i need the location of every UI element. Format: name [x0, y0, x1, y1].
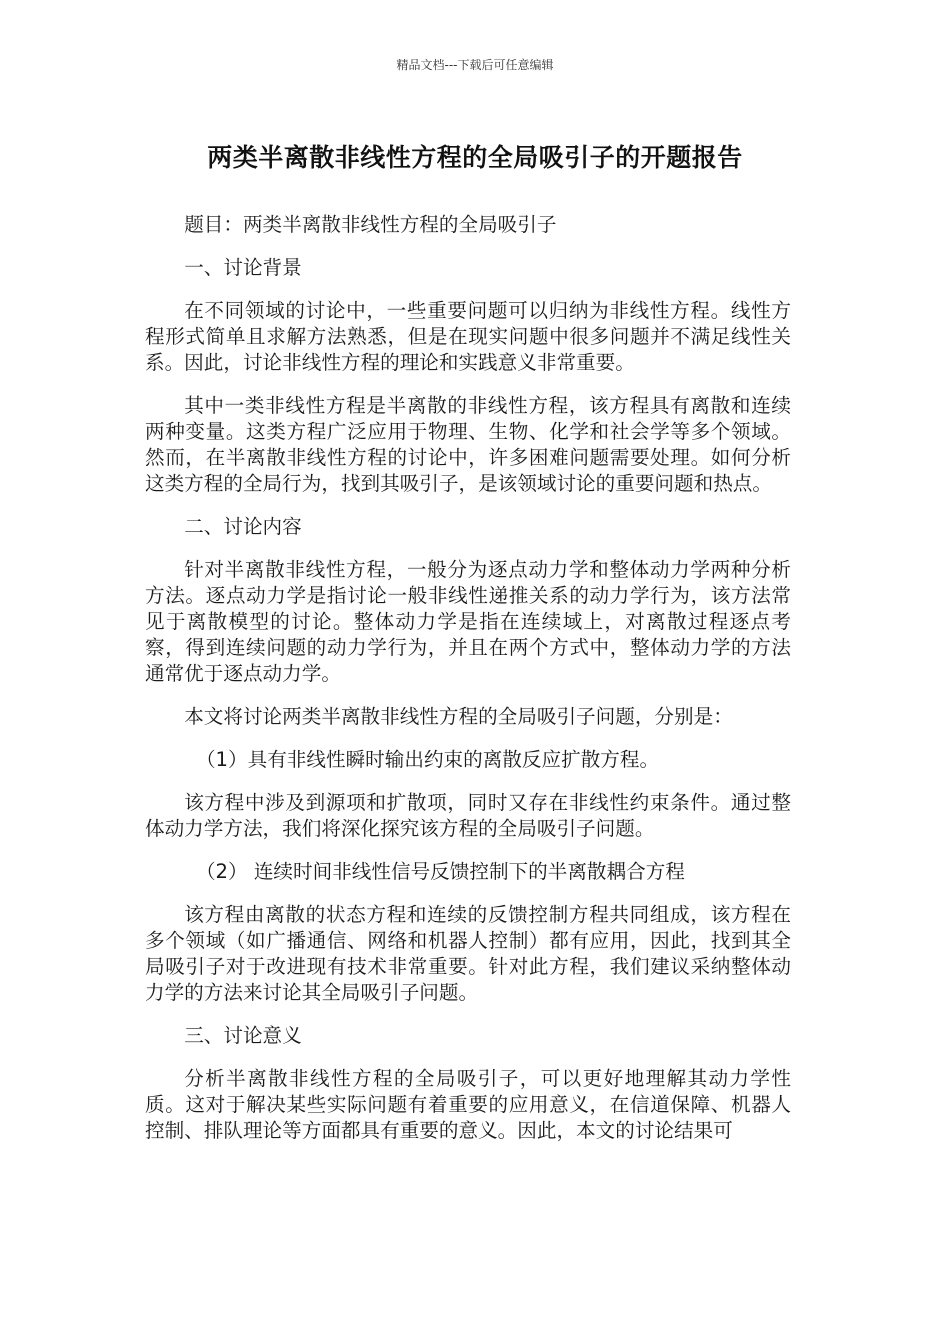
section-heading-content: 二、讨论内容 — [184, 515, 302, 538]
document-title: 两类半离散非线性方程的全局吸引子的开题报告 — [207, 143, 743, 172]
paragraph-3: 针对半离散非线性方程，一般分为逐点动力学和整体动力学两种分析方法。逐点动力学是指讨论一般非线性递推关系的动力学行为，该方法常见于离散模型的讨论。整体动力学是指在连续域上，对离散过程逐点考察，得到连续问题的动力学行为，并且在两个方式中，整体动力学的方法通常优于逐点动力学。 — [145, 558, 791, 685]
list-item-1: （1）具有非线性瞬时输出约束的离散反应扩散方程。 — [195, 748, 660, 771]
section-heading-significance: 三、讨论意义 — [184, 1024, 302, 1047]
list-item-2: （2） 连续时间非线性信号反馈控制下的半离散耦合方程 — [195, 860, 685, 883]
paragraph-2: 其中一类非线性方程是半离散的非线性方程，该方程具有离散和连续两种变量。这类方程广泛应用于物理、生物、化学和社会学等多个领域。然而，在半离散非线性方程的讨论中，许多困难问题需要处理。如何分析这类方程的全局行为，找到其吸引子，是该领域讨论的重要问题和热点。 — [145, 394, 791, 495]
section-heading-background: 一、讨论背景 — [184, 256, 302, 279]
paragraph-7: 分析半离散非线性方程的全局吸引子，可以更好地理解其动力学性质。这对于解决某些实际问题有着重要的应用意义，在信道保障、机器人控制、排队理论等方面都具有重要的意义。因此，本文的讨论结果可 — [145, 1067, 791, 1142]
topic-line: 题目：两类半离散非线性方程的全局吸引子 — [184, 213, 557, 236]
document-body — [145, 212, 791, 1161]
page-header-note: 精品文档---下载后可任意编辑 — [396, 58, 554, 72]
paragraph-6: 该方程由离散的状态方程和连续的反馈控制方程共同组成，该方程在多个领域（如广播通信、网络和机器人控制）都有应用，因此，找到其全局吸引子对于改进现有技术非常重要。针对此方程，我们建议采纳整体动力学的方法来讨论其全局吸引子问题。 — [145, 903, 791, 1004]
paragraph-1: 在不同领域的讨论中，一些重要问题可以归纳为非线性方程。线性方程形式简单且求解方法熟悉，但是在现实问题中很多问题并不满足线性关系。因此，讨论非线性方程的理论和实践意义非常重要。 — [145, 299, 791, 374]
paragraph-4: 本文将讨论两类半离散非线性方程的全局吸引子问题，分别是： — [184, 705, 733, 728]
paragraph-5: 该方程中涉及到源项和扩散项，同时又存在非线性约束条件。通过整体动力学方法，我们将深化探究该方程的全局吸引子问题。 — [145, 791, 791, 840]
